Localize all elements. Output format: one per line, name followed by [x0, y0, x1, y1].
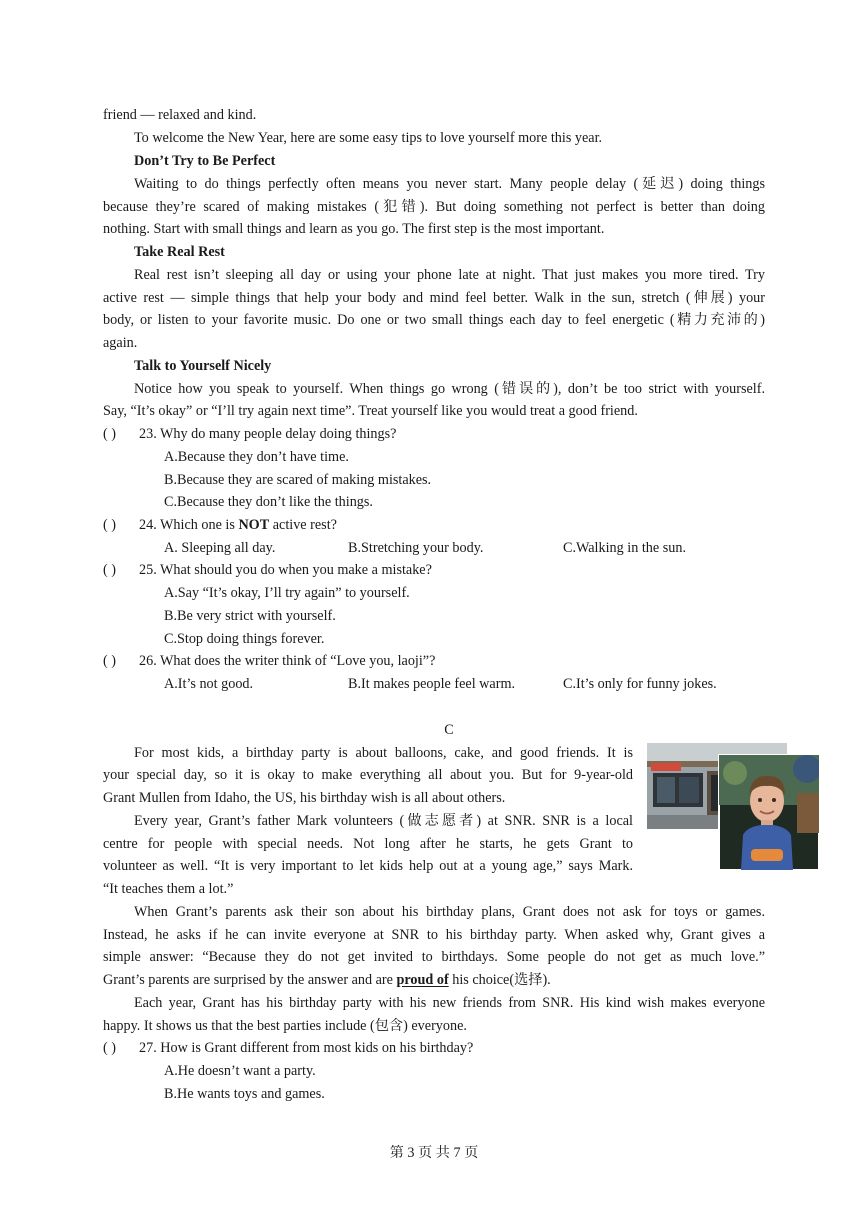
option: B.Be very strict with yourself.: [164, 608, 336, 624]
option: B.Stretching your body.: [348, 540, 484, 556]
tip-text-line: body, or listen to your favorite music. Do one or two small things each day to feel energetic (精力充沛的): [103, 312, 765, 328]
option: C.Walking in the sun.: [563, 540, 686, 556]
emphasis-not: NOT: [238, 517, 270, 533]
passage-line: Every year, Grant’s father Mark volunteers (做志愿者) at SNR. SNR is a local: [134, 813, 633, 829]
passage-line: When Grant’s parents ask their son about his birthday plans, Grant does not ask for toys or games.: [134, 904, 765, 920]
option: A.Because they don’t have time.: [164, 449, 349, 465]
option: A.It’s not good.: [164, 676, 254, 692]
photo-boy-at-snr: [647, 743, 819, 870]
passage-line: “It teaches them a lot.”: [103, 881, 234, 897]
option: B.Because they are scared of making mistakes.: [164, 472, 432, 488]
tip-heading: Don’t Try to Be Perfect: [134, 153, 276, 169]
photo-illustration: [647, 743, 819, 870]
answer-blank[interactable]: ( ): [103, 562, 116, 578]
passage-line: Grant Mullen from Idaho, the US, his birthday wish is all about others.: [103, 790, 506, 806]
option: A.He doesn’t want a party.: [164, 1063, 316, 1079]
tip-text-line: Waiting to do things perfectly often means you never start. Many people delay (延迟) doing things: [134, 176, 765, 192]
tip-text-line: Notice how you speak to yourself. When things go wrong (错误的), don’t be too strict with yourself.: [134, 381, 765, 397]
passage-line: For most kids, a birthday party is about balloons, cake, and good friends. It is: [134, 745, 633, 761]
question-stem: 25. What should you do when you make a mistake?: [139, 562, 432, 578]
answer-blank[interactable]: ( ): [103, 517, 116, 533]
tip-heading: Talk to Yourself Nicely: [134, 358, 272, 374]
question-stem: 26. What does the writer think of “Love you, laoji”?: [139, 653, 436, 669]
passage-line: Instead, he asks if he can invite everyone at SNR to his birthday party. When asked why, Grant gives a: [103, 927, 765, 943]
question-stem: 23. Why do many people delay doing things?: [139, 426, 397, 442]
passage-line: simple answer: “Because they do not get invited to birthdays. Some people do not get as much love.”: [103, 949, 765, 965]
answer-blank[interactable]: ( ): [103, 426, 116, 442]
question-stem: 27. How is Grant different from most kids on his birthday?: [139, 1040, 474, 1056]
underlined-phrase: proud of: [396, 972, 449, 988]
option: A.Say “It’s okay, I’ll try again” to yourself.: [164, 585, 410, 601]
tip-text-line: because they’re scared of making mistakes (犯错). But doing something not perfect is better than doing: [103, 199, 765, 215]
tip-text-line: active rest — simple things that help your body and mind feel better. Walk in the sun, stretch (伸展) your: [103, 290, 765, 306]
answer-blank[interactable]: ( ): [103, 653, 116, 669]
passage-line: Each year, Grant has his birthday party with his new friends from SNR. His kind wish makes everyone: [134, 995, 765, 1011]
passage-line: centre for people with special needs. Not long after he starts, he gets Grant to: [103, 836, 633, 852]
tip-text-line: again.: [103, 335, 138, 351]
option: C.It’s only for funny jokes.: [563, 676, 717, 692]
question-stem: 24. Which one is NOT active rest?: [139, 517, 337, 533]
passage-line: Grant’s parents are surprised by the answer and are proud of his choice(选择).: [103, 972, 551, 988]
tip-text-line: nothing. Start with small things and learn as you go. The first step is the most important.: [103, 221, 605, 237]
passage-line: happy. It shows us that the best parties include (包含) everyone.: [103, 1018, 467, 1034]
option: B.He wants toys and games.: [164, 1086, 325, 1102]
option: C.Stop doing things forever.: [164, 631, 325, 647]
option: B.It makes people feel warm.: [348, 676, 516, 692]
passage-line: volunteer as well. “It is very important to let kids help out at a young age,” says Mark.: [103, 858, 633, 874]
tip-text-line: Say, “It’s okay” or “I’ll try again next time”. Treat yourself like you would treat a good friend.: [103, 403, 638, 419]
passage-line: your special day, so it is okay to make everything all about you. But for 9-year-old: [103, 767, 633, 783]
tip-heading: Take Real Rest: [134, 244, 225, 260]
answer-blank[interactable]: ( ): [103, 1040, 116, 1056]
page-footer: 第 3 页 共 7 页: [389, 1145, 479, 1161]
option: C.Because they don’t like the things.: [164, 494, 373, 510]
intro-line: To welcome the New Year, here are some easy tips to love yourself more this year.: [134, 130, 603, 146]
option: A. Sleeping all day.: [164, 540, 276, 556]
intro-line: friend — relaxed and kind.: [103, 107, 257, 123]
section-label: C: [444, 722, 454, 738]
tip-text-line: Real rest isn’t sleeping all day or using your phone late at night. That just makes you more tired. Try: [134, 267, 765, 283]
